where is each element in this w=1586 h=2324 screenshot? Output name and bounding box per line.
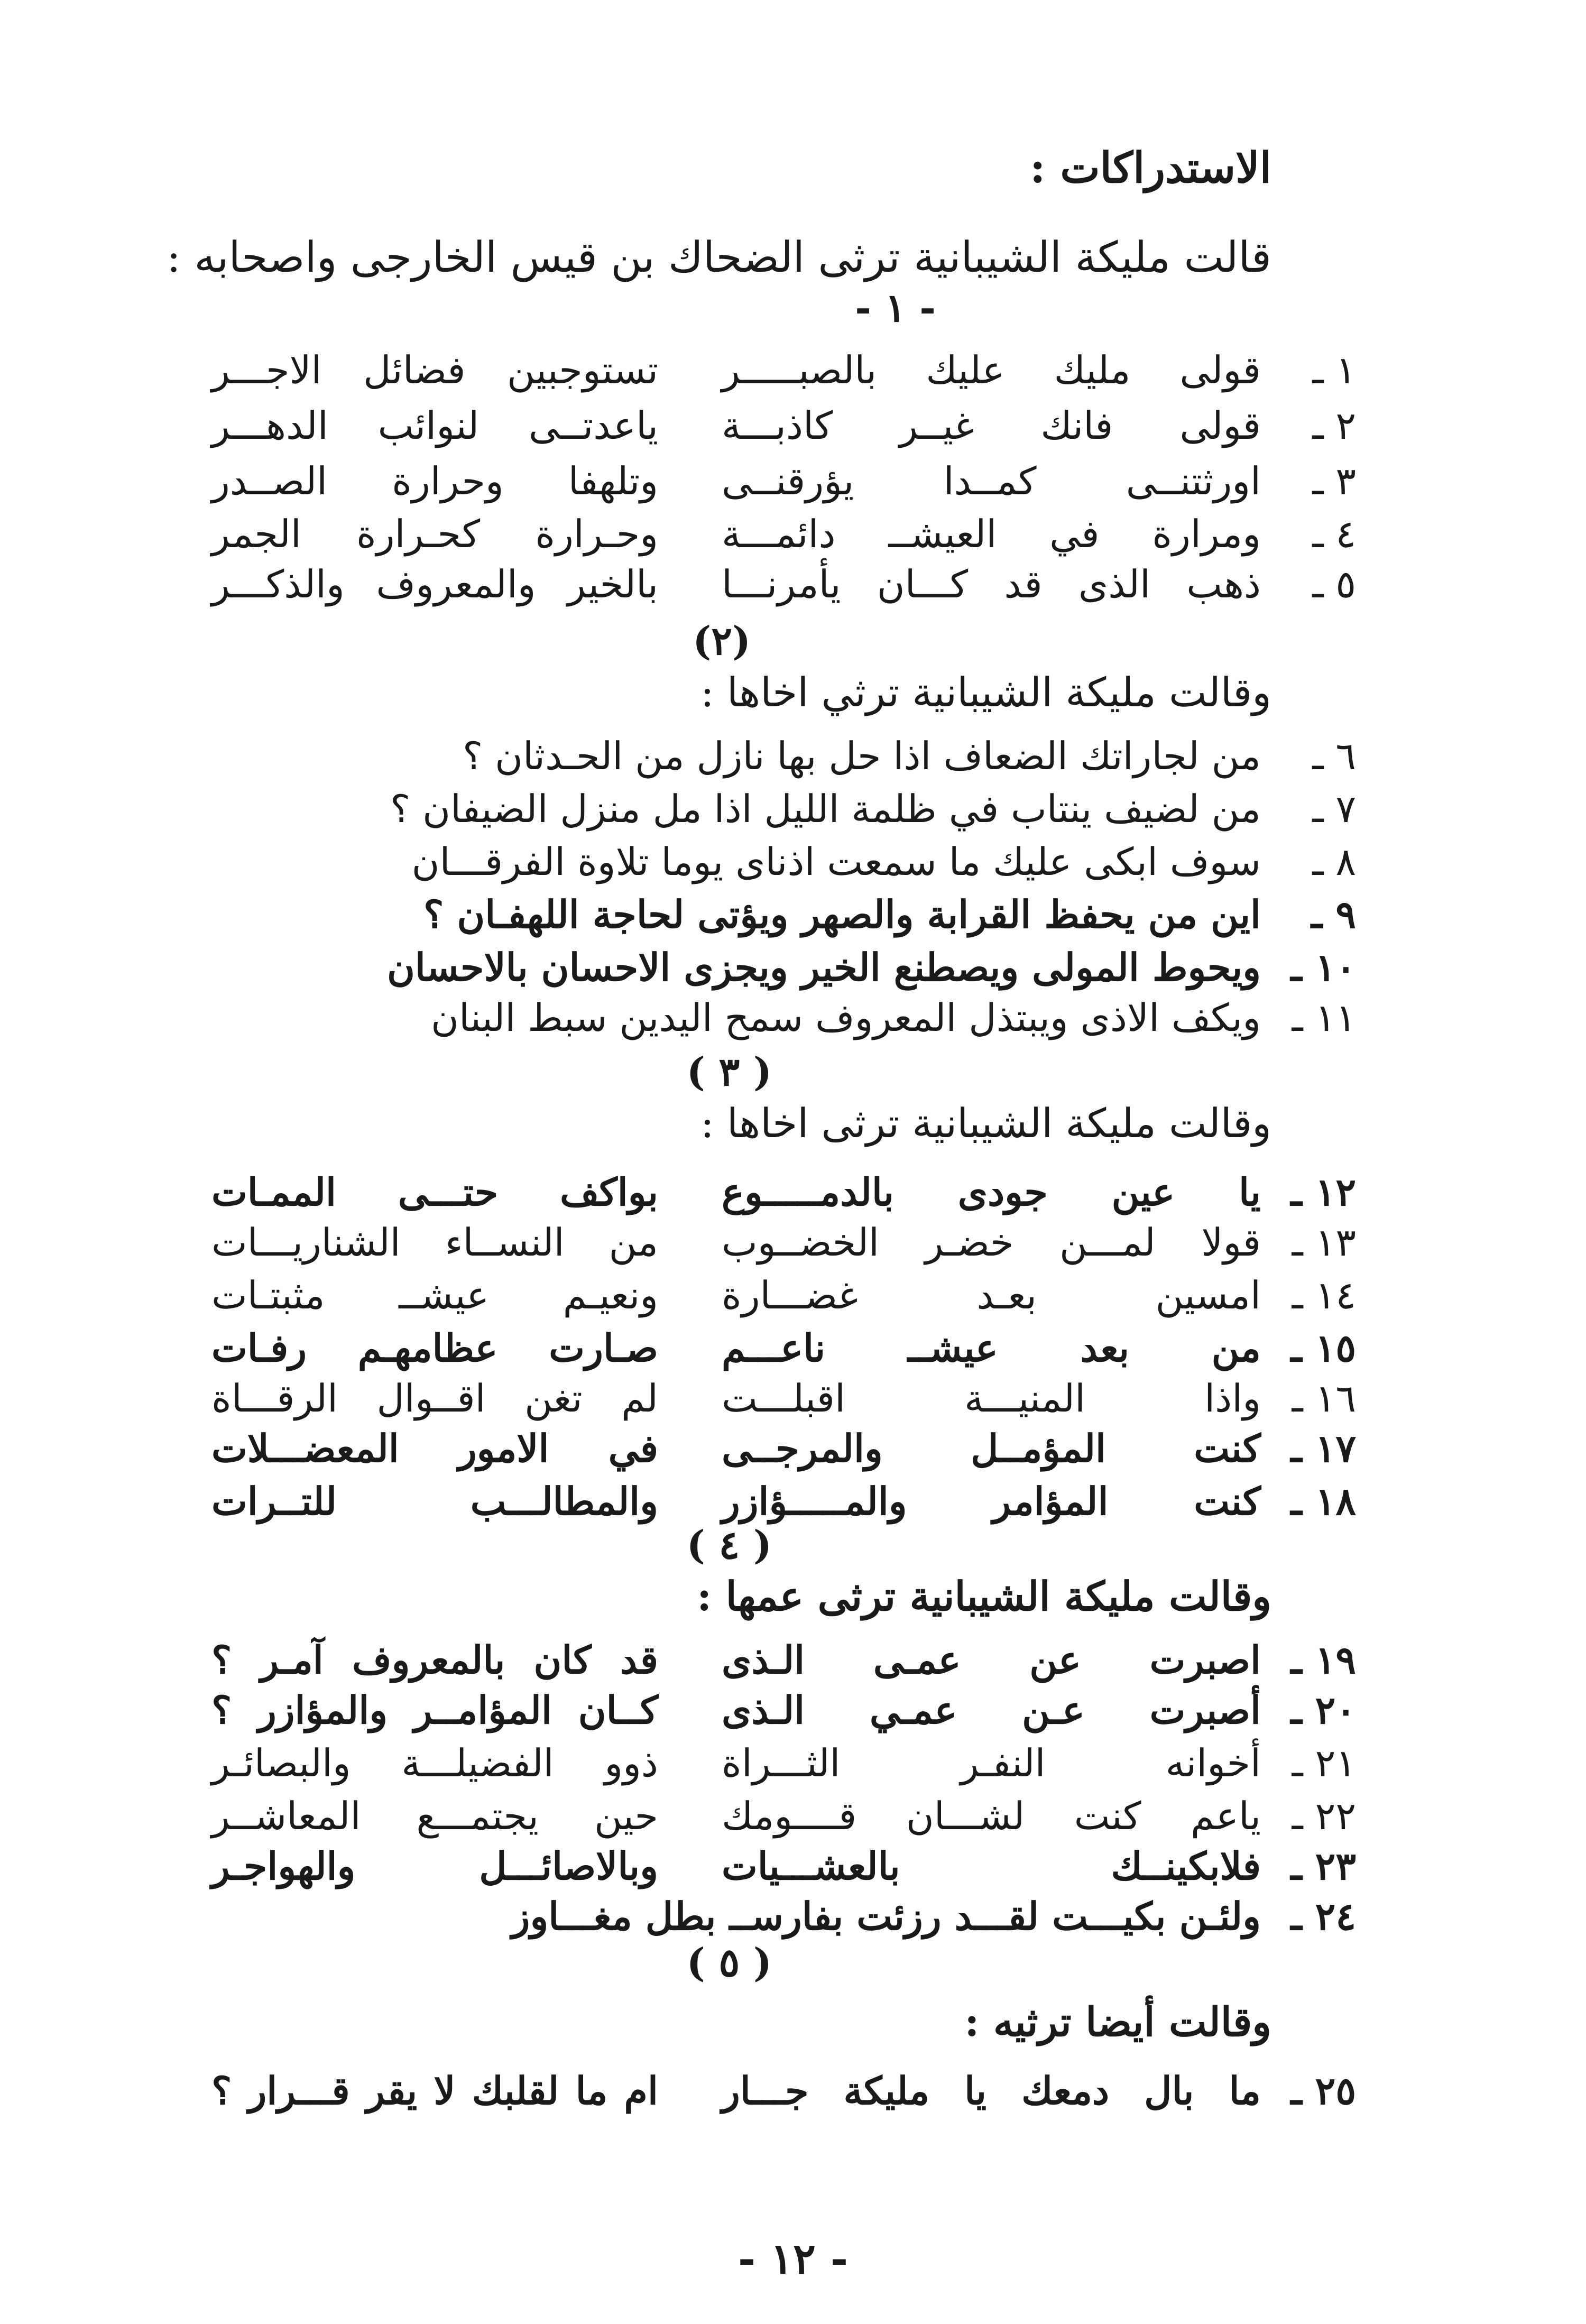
section-5-marker: ( ٥ ): [686, 1940, 772, 1986]
verse-first-hemistich: قولى فانك غيــر كاذبـــة: [722, 403, 1261, 448]
verse-22: [211, 1790, 1356, 1842]
section-3-marker: ( ٣ ): [686, 1049, 772, 1095]
verse-first-hemistich: اورثتنــى كمــدا يؤرقنــى: [722, 459, 1261, 503]
verse-second-hemistich: من النســاء الشناريـــات: [211, 1220, 658, 1265]
verse-number: ٢٥ ـ: [1290, 2068, 1356, 2113]
verse-number: ١٢ ـ: [1290, 1169, 1356, 1214]
verse-second-hemistich: وتلهفا وحرارة الصــدر: [211, 459, 658, 503]
verse-20: [211, 1684, 1356, 1737]
verse-14: [211, 1269, 1356, 1322]
verse-23: [211, 1840, 1356, 1893]
verse-first-hemistich: امسين بعـد غضـــارة: [722, 1273, 1261, 1317]
verse-number: ٢٣ ـ: [1290, 1843, 1356, 1888]
verse-number: ١٤ ـ: [1292, 1273, 1356, 1317]
verse-second-hemistich: صـارت عظامهـم رفـات: [211, 1325, 658, 1370]
verse-number: ٤ ـ: [1312, 512, 1356, 556]
verse-18: [211, 1475, 1356, 1528]
section-2-marker: (٢): [693, 619, 751, 664]
verse-8: [412, 835, 1356, 888]
verse-number: ٧ ـ: [1312, 787, 1356, 831]
verse-25: [211, 2064, 1356, 2117]
section-3-intro: وقالت مليكة الشيبانية ترثى اخاها :: [700, 1100, 1271, 1147]
verse-24: [512, 1890, 1356, 1943]
verse-second-hemistich: وبالاصائـــل والهواجـر: [211, 1843, 658, 1888]
verse-13: [211, 1216, 1356, 1269]
verse-second-hemistich: ام ما لقلبك لا يقر قـــرار ؟: [211, 2068, 658, 2113]
verse-second-hemistich: لم تغن اقــوال الرقـــاة: [211, 1376, 658, 1421]
verse-5: [211, 558, 1356, 611]
verse-text: ولئـن بكيـــت لقـــد رزئت بفارســ بطل مغـــاوز: [511, 1894, 1261, 1939]
verse-text: سوف ابكى عليك ما سمعت اذناى يوما تلاوة الفرقـــان: [411, 840, 1261, 884]
verse-19: [211, 1634, 1356, 1686]
section-5-intro: وقالت أيضا ترثيه :: [964, 1998, 1271, 2045]
section-1-intro: قالت مليكة الشيبانية ترثى الضحاك بن قيس الخارجى واصحابه :: [167, 233, 1271, 282]
verse-first-hemistich: كنت المؤمــل والمرجــى: [722, 1426, 1261, 1471]
verse-number: ١٥ ـ: [1290, 1325, 1356, 1370]
verse-first-hemistich: ما بال دمعك يا مليكة جـــار: [722, 2068, 1261, 2113]
verse-number: ١٧ ـ: [1290, 1426, 1356, 1471]
verse-first-hemistich: يا عين جودى بالدمـــــوع: [722, 1169, 1261, 1214]
verse-text: اين من يحفظ القرابة والصهر ويؤتى لحاجة اللهفـان ؟: [423, 892, 1261, 937]
verse-first-hemistich: أصبرت عـن عمـي الـذى: [722, 1687, 1261, 1732]
verse-number: ٢٤ ـ: [1290, 1894, 1356, 1939]
verse-text: ويحوط المولى ويصطنع الخير ويجزى الاحسان بالاحسان: [387, 945, 1261, 990]
verse-number: ١٣ ـ: [1292, 1220, 1356, 1265]
verse-12: [211, 1166, 1356, 1219]
verse-1: [211, 344, 1356, 396]
verse-first-hemistich: من بعد عيشــ ناعـــم: [722, 1325, 1261, 1370]
verse-number: ١ ـ: [1312, 348, 1356, 392]
verse-first-hemistich: ذهب الذى قد كـــان يأمرنـــا: [722, 562, 1261, 606]
verse-16: [211, 1372, 1356, 1425]
verse-6: [463, 730, 1356, 782]
verse-second-hemistich: وحـرارة كحـرارة الجمر: [211, 512, 658, 556]
verse-first-hemistich: ياعم كنت لشـــان قــــومك: [722, 1794, 1261, 1838]
section-2-intro: وقالت مليكة الشيبانية ترثي اخاها :: [700, 669, 1271, 716]
verse-first-hemistich: كنت المؤامر والمـــــؤازر: [722, 1479, 1261, 1524]
verse-second-hemistich: بواكف حتـــى الممـات: [211, 1169, 658, 1214]
verse-second-hemistich: ياعدتــى لنوائب الدهـــر: [211, 403, 658, 448]
verse-number: ٢ ـ: [1312, 403, 1356, 448]
section-4-marker: ( ٤ ): [686, 1523, 772, 1568]
verse-7: [390, 782, 1356, 835]
verse-second-hemistich: والمطالـــب للتــرات: [211, 1479, 658, 1524]
verse-second-hemistich: تستوجبين فضائل الاجـــر: [211, 348, 658, 392]
section-1-marker: - ١ -: [855, 285, 936, 331]
verse-first-hemistich: أخوانه النفـر الثـــراة: [722, 1741, 1261, 1785]
page-number: - ١٢ -: [737, 2234, 849, 2283]
verse-text: من لضيف ينتاب في ظلمة الليل اذا مل منزل الضيفان ؟: [390, 787, 1261, 831]
verse-number: ١١ ـ: [1292, 995, 1356, 1040]
verse-number: ٩ ـ: [1311, 892, 1356, 937]
verse-first-hemistich: ومرارة في العيشــ دائمـــة: [722, 512, 1261, 556]
verse-text: من لجاراتك الضعاف اذا حل بها نازل من الحـدثان ؟: [463, 734, 1261, 778]
verse-number: ٨ ـ: [1312, 840, 1356, 884]
verse-first-hemistich: واذا المنيـــة اقبلـــت: [722, 1376, 1261, 1421]
verse-second-hemistich: في الامور المعضـــلات: [211, 1426, 658, 1471]
verse-number: ١٠ ـ: [1290, 945, 1356, 990]
section-4-intro: وقالت مليكة الشيبانية ترثى عمها :: [697, 1573, 1271, 1620]
verse-second-hemistich: ذوو الفضيلـــة والبصائـر: [211, 1741, 658, 1785]
verse-second-hemistich: قد كان بالمعروف آمـر ؟: [211, 1637, 658, 1682]
verse-3: [211, 455, 1356, 508]
verse-number: ٥ ـ: [1312, 562, 1356, 606]
verse-number: ٦ ـ: [1312, 734, 1356, 778]
verse-second-hemistich: كــان المؤامــر والمؤازر ؟: [211, 1687, 658, 1732]
verse-second-hemistich: بالخير والمعروف والذكـــر: [211, 562, 658, 606]
verse-number: ٢٢ ـ: [1292, 1794, 1356, 1838]
verse-second-hemistich: حين يجتمـــع المعاشــر: [211, 1794, 658, 1838]
verse-first-hemistich: فلابكينــك بالعشـــيات: [722, 1843, 1261, 1888]
verse-number: ١٦ ـ: [1292, 1376, 1356, 1421]
verse-9: [423, 888, 1356, 941]
verse-11: [431, 991, 1356, 1044]
verse-10: [387, 941, 1356, 994]
verse-first-hemistich: قولى مليك عليك بالصبـــــر: [722, 348, 1261, 392]
page-heading: الاستدراكات :: [1029, 143, 1271, 192]
verse-2: [211, 399, 1356, 452]
verse-number: ١٨ ـ: [1290, 1479, 1356, 1524]
verse-number: ١٩ ـ: [1290, 1637, 1356, 1682]
verse-text: ويكف الاذى ويبتذل المعروف سمح اليدين سبط البنان: [431, 995, 1261, 1040]
verse-21: [211, 1737, 1356, 1790]
verse-first-hemistich: قولا لمـــن خضـر الخضــوب: [722, 1220, 1261, 1265]
verse-15: [211, 1322, 1356, 1375]
verse-17: [211, 1422, 1356, 1475]
verse-number: ٢١ ـ: [1292, 1741, 1356, 1785]
verse-number: ٢٠ ـ: [1290, 1687, 1356, 1732]
verse-number: ٣ ـ: [1312, 459, 1356, 503]
verse-second-hemistich: ونعيـم عيشــ مثبتـات: [211, 1273, 658, 1317]
verse-4: [211, 508, 1356, 560]
verse-first-hemistich: اصبرت عن عمـى الـذى: [722, 1637, 1261, 1682]
